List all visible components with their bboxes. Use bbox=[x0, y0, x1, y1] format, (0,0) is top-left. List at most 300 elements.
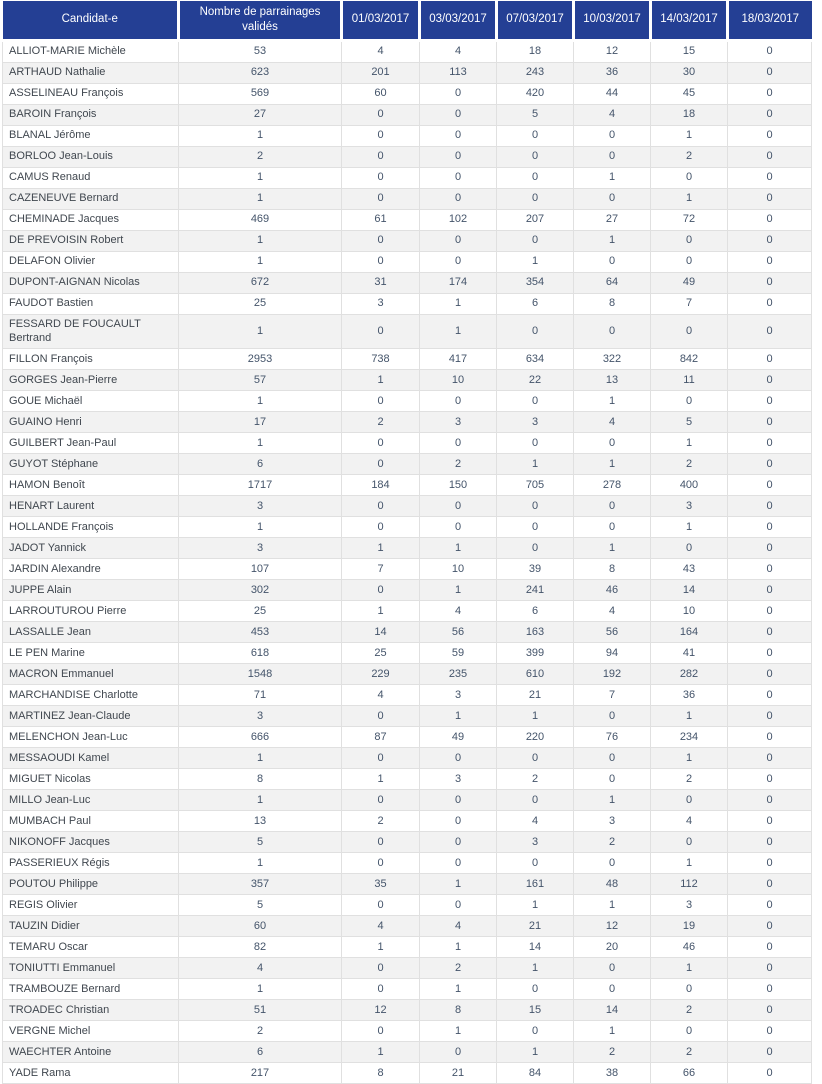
value-cell: 0 bbox=[342, 454, 420, 475]
value-cell: 0 bbox=[728, 958, 812, 979]
value-cell: 634 bbox=[497, 349, 574, 370]
table-row bbox=[3, 916, 812, 937]
table-row bbox=[3, 209, 812, 230]
value-cell: 10 bbox=[651, 601, 728, 622]
column-header-date-10-03[interactable]: 10/03/2017 bbox=[574, 1, 651, 40]
value-cell: 0 bbox=[728, 895, 812, 916]
table-row bbox=[3, 349, 812, 370]
table-row bbox=[3, 272, 812, 293]
value-cell: 27 bbox=[179, 104, 342, 125]
value-cell: 0 bbox=[497, 314, 574, 349]
value-cell: 610 bbox=[497, 664, 574, 685]
candidate-name-cell: FAUDOT Bastien bbox=[3, 293, 179, 314]
value-cell: 25 bbox=[342, 643, 420, 664]
value-cell: 0 bbox=[420, 790, 497, 811]
value-cell: 0 bbox=[728, 454, 812, 475]
value-cell: 417 bbox=[420, 349, 497, 370]
table-row bbox=[3, 1042, 812, 1063]
value-cell: 0 bbox=[342, 433, 420, 454]
value-cell: 21 bbox=[497, 685, 574, 706]
value-cell: 357 bbox=[179, 874, 342, 895]
table-row bbox=[3, 937, 812, 958]
value-cell: 0 bbox=[342, 958, 420, 979]
value-cell: 94 bbox=[574, 643, 651, 664]
value-cell: 453 bbox=[179, 622, 342, 643]
candidate-name-cell: YADE Rama bbox=[3, 1063, 179, 1084]
value-cell: 10 bbox=[420, 370, 497, 391]
value-cell: 174 bbox=[420, 272, 497, 293]
value-cell: 4 bbox=[574, 412, 651, 433]
value-cell: 0 bbox=[574, 314, 651, 349]
value-cell: 8 bbox=[342, 1063, 420, 1084]
value-cell: 3 bbox=[651, 895, 728, 916]
table-row bbox=[3, 1063, 812, 1084]
value-cell: 21 bbox=[420, 1063, 497, 1084]
table-row bbox=[3, 314, 812, 349]
value-cell: 82 bbox=[179, 937, 342, 958]
value-cell: 0 bbox=[651, 314, 728, 349]
value-cell: 8 bbox=[179, 769, 342, 790]
candidate-name-cell: JARDIN Alexandre bbox=[3, 559, 179, 580]
value-cell: 0 bbox=[728, 727, 812, 748]
value-cell: 0 bbox=[728, 188, 812, 209]
table-row bbox=[3, 251, 812, 272]
value-cell: 0 bbox=[497, 433, 574, 454]
candidate-name-cell: MACRON Emmanuel bbox=[3, 664, 179, 685]
value-cell: 0 bbox=[574, 853, 651, 874]
candidate-name-cell: JUPPE Alain bbox=[3, 580, 179, 601]
value-cell: 14 bbox=[574, 1000, 651, 1021]
value-cell: 3 bbox=[497, 832, 574, 853]
value-cell: 6 bbox=[497, 601, 574, 622]
value-cell: 2 bbox=[574, 1042, 651, 1063]
value-cell: 192 bbox=[574, 664, 651, 685]
value-cell: 3 bbox=[179, 538, 342, 559]
value-cell: 243 bbox=[497, 62, 574, 83]
value-cell: 0 bbox=[420, 748, 497, 769]
value-cell: 2 bbox=[651, 769, 728, 790]
table-row bbox=[3, 62, 812, 83]
value-cell: 0 bbox=[728, 685, 812, 706]
candidate-name-cell: REGIS Olivier bbox=[3, 895, 179, 916]
value-cell: 19 bbox=[651, 916, 728, 937]
value-cell: 3 bbox=[497, 412, 574, 433]
candidate-name-cell: DELAFON Olivier bbox=[3, 251, 179, 272]
table-row bbox=[3, 958, 812, 979]
value-cell: 217 bbox=[179, 1063, 342, 1084]
table-row bbox=[3, 496, 812, 517]
value-cell: 0 bbox=[651, 391, 728, 412]
value-cell: 0 bbox=[728, 1063, 812, 1084]
value-cell: 354 bbox=[497, 272, 574, 293]
value-cell: 0 bbox=[574, 251, 651, 272]
value-cell: 0 bbox=[342, 230, 420, 251]
value-cell: 1 bbox=[651, 958, 728, 979]
value-cell: 3 bbox=[651, 496, 728, 517]
candidate-name-cell: MUMBACH Paul bbox=[3, 811, 179, 832]
value-cell: 1 bbox=[497, 895, 574, 916]
value-cell: 66 bbox=[651, 1063, 728, 1084]
value-cell: 1 bbox=[342, 1042, 420, 1063]
value-cell: 38 bbox=[574, 1063, 651, 1084]
column-header-candidate[interactable]: Candidat-e bbox=[3, 1, 179, 40]
table-row bbox=[3, 146, 812, 167]
value-cell: 0 bbox=[342, 146, 420, 167]
value-cell: 6 bbox=[179, 454, 342, 475]
value-cell: 0 bbox=[420, 146, 497, 167]
value-cell: 0 bbox=[574, 979, 651, 1000]
value-cell: 12 bbox=[574, 916, 651, 937]
candidate-name-cell: FESSARD DE FOUCAULT Bertrand bbox=[3, 314, 179, 349]
value-cell: 207 bbox=[497, 209, 574, 230]
value-cell: 0 bbox=[651, 538, 728, 559]
value-cell: 87 bbox=[342, 727, 420, 748]
value-cell: 1 bbox=[651, 517, 728, 538]
value-cell: 0 bbox=[497, 167, 574, 188]
value-cell: 2 bbox=[651, 454, 728, 475]
value-cell: 0 bbox=[728, 538, 812, 559]
value-cell: 0 bbox=[574, 706, 651, 727]
value-cell: 1 bbox=[179, 979, 342, 1000]
value-cell: 0 bbox=[728, 433, 812, 454]
value-cell: 2 bbox=[651, 1042, 728, 1063]
value-cell: 0 bbox=[497, 496, 574, 517]
value-cell: 164 bbox=[651, 622, 728, 643]
column-header-date-14-03[interactable]: 14/03/2017 bbox=[651, 1, 728, 40]
value-cell: 0 bbox=[651, 167, 728, 188]
value-cell: 0 bbox=[728, 370, 812, 391]
value-cell: 0 bbox=[342, 517, 420, 538]
value-cell: 1 bbox=[342, 538, 420, 559]
value-cell: 51 bbox=[179, 1000, 342, 1021]
value-cell: 0 bbox=[728, 1021, 812, 1042]
column-header-date-01-03[interactable]: 01/03/2017 bbox=[342, 1, 420, 40]
value-cell: 0 bbox=[574, 433, 651, 454]
value-cell: 76 bbox=[574, 727, 651, 748]
value-cell: 1 bbox=[179, 125, 342, 146]
value-cell: 1 bbox=[420, 706, 497, 727]
value-cell: 6 bbox=[179, 1042, 342, 1063]
value-cell: 0 bbox=[342, 496, 420, 517]
value-cell: 39 bbox=[497, 559, 574, 580]
value-cell: 53 bbox=[179, 40, 342, 62]
table-row bbox=[3, 622, 812, 643]
value-cell: 1 bbox=[342, 601, 420, 622]
value-cell: 0 bbox=[342, 314, 420, 349]
value-cell: 31 bbox=[342, 272, 420, 293]
candidate-name-cell: TRAMBOUZE Bernard bbox=[3, 979, 179, 1000]
table-row bbox=[3, 685, 812, 706]
value-cell: 400 bbox=[651, 475, 728, 496]
value-cell: 13 bbox=[179, 811, 342, 832]
value-cell: 4 bbox=[342, 685, 420, 706]
value-cell: 0 bbox=[574, 146, 651, 167]
value-cell: 36 bbox=[651, 685, 728, 706]
value-cell: 0 bbox=[342, 748, 420, 769]
value-cell: 1 bbox=[420, 979, 497, 1000]
value-cell: 0 bbox=[728, 622, 812, 643]
value-cell: 6 bbox=[497, 293, 574, 314]
value-cell: 0 bbox=[497, 125, 574, 146]
value-cell: 84 bbox=[497, 1063, 574, 1084]
value-cell: 0 bbox=[420, 517, 497, 538]
value-cell: 5 bbox=[179, 895, 342, 916]
value-cell: 1 bbox=[497, 454, 574, 475]
value-cell: 1717 bbox=[179, 475, 342, 496]
value-cell: 12 bbox=[574, 40, 651, 62]
table-row bbox=[3, 790, 812, 811]
table-row bbox=[3, 433, 812, 454]
candidate-name-cell: BLANAL Jérôme bbox=[3, 125, 179, 146]
value-cell: 0 bbox=[651, 251, 728, 272]
value-cell: 2 bbox=[651, 146, 728, 167]
value-cell: 0 bbox=[497, 391, 574, 412]
value-cell: 399 bbox=[497, 643, 574, 664]
value-cell: 282 bbox=[651, 664, 728, 685]
value-cell: 0 bbox=[728, 979, 812, 1000]
column-header-date-07-03[interactable]: 07/03/2017 bbox=[497, 1, 574, 40]
value-cell: 322 bbox=[574, 349, 651, 370]
column-header-date-03-03[interactable]: 03/03/2017 bbox=[420, 1, 497, 40]
value-cell: 14 bbox=[651, 580, 728, 601]
value-cell: 0 bbox=[420, 230, 497, 251]
value-cell: 0 bbox=[728, 601, 812, 622]
value-cell: 1 bbox=[651, 706, 728, 727]
value-cell: 0 bbox=[342, 706, 420, 727]
value-cell: 1 bbox=[497, 251, 574, 272]
value-cell: 3 bbox=[179, 706, 342, 727]
value-cell: 0 bbox=[728, 167, 812, 188]
table-row bbox=[3, 1021, 812, 1042]
value-cell: 0 bbox=[728, 811, 812, 832]
value-cell: 4 bbox=[651, 811, 728, 832]
candidate-name-cell: GUYOT Stéphane bbox=[3, 454, 179, 475]
candidate-name-cell: HAMON Benoît bbox=[3, 475, 179, 496]
candidate-name-cell: NIKONOFF Jacques bbox=[3, 832, 179, 853]
column-header-validated-total[interactable]: Nombre de parrainages validés bbox=[179, 1, 342, 40]
value-cell: 0 bbox=[651, 1021, 728, 1042]
value-cell: 3 bbox=[420, 412, 497, 433]
value-cell: 2 bbox=[179, 1021, 342, 1042]
value-cell: 0 bbox=[728, 706, 812, 727]
candidate-name-cell: GUILBERT Jean-Paul bbox=[3, 433, 179, 454]
value-cell: 60 bbox=[342, 83, 420, 104]
value-cell: 0 bbox=[574, 188, 651, 209]
table-row bbox=[3, 454, 812, 475]
value-cell: 0 bbox=[728, 496, 812, 517]
value-cell: 420 bbox=[497, 83, 574, 104]
value-cell: 0 bbox=[420, 832, 497, 853]
value-cell: 107 bbox=[179, 559, 342, 580]
value-cell: 0 bbox=[728, 853, 812, 874]
table-row bbox=[3, 979, 812, 1000]
value-cell: 0 bbox=[728, 391, 812, 412]
value-cell: 0 bbox=[651, 230, 728, 251]
value-cell: 1 bbox=[574, 230, 651, 251]
value-cell: 46 bbox=[651, 937, 728, 958]
value-cell: 0 bbox=[728, 314, 812, 349]
value-cell: 0 bbox=[342, 580, 420, 601]
value-cell: 3 bbox=[342, 293, 420, 314]
table-row bbox=[3, 580, 812, 601]
value-cell: 0 bbox=[728, 1042, 812, 1063]
value-cell: 229 bbox=[342, 664, 420, 685]
parrainages-table bbox=[2, 1, 812, 1084]
value-cell: 0 bbox=[574, 769, 651, 790]
value-cell: 113 bbox=[420, 62, 497, 83]
value-cell: 61 bbox=[342, 209, 420, 230]
value-cell: 0 bbox=[728, 790, 812, 811]
value-cell: 7 bbox=[342, 559, 420, 580]
value-cell: 0 bbox=[497, 1021, 574, 1042]
value-cell: 4 bbox=[574, 104, 651, 125]
value-cell: 0 bbox=[497, 517, 574, 538]
value-cell: 618 bbox=[179, 643, 342, 664]
table-row bbox=[3, 188, 812, 209]
value-cell: 0 bbox=[728, 916, 812, 937]
value-cell: 0 bbox=[728, 209, 812, 230]
value-cell: 1 bbox=[179, 314, 342, 349]
value-cell: 2 bbox=[420, 958, 497, 979]
value-cell: 0 bbox=[728, 748, 812, 769]
value-cell: 1 bbox=[179, 748, 342, 769]
table-row bbox=[3, 559, 812, 580]
table-row bbox=[3, 1000, 812, 1021]
value-cell: 10 bbox=[420, 559, 497, 580]
value-cell: 1 bbox=[179, 433, 342, 454]
candidate-name-cell: BAROIN François bbox=[3, 104, 179, 125]
value-cell: 0 bbox=[728, 349, 812, 370]
value-cell: 0 bbox=[342, 853, 420, 874]
table-row bbox=[3, 517, 812, 538]
value-cell: 3 bbox=[574, 811, 651, 832]
value-cell: 1 bbox=[574, 1021, 651, 1042]
value-cell: 44 bbox=[574, 83, 651, 104]
value-cell: 2953 bbox=[179, 349, 342, 370]
value-cell: 1 bbox=[420, 874, 497, 895]
table-row bbox=[3, 293, 812, 314]
candidate-name-cell: WAECHTER Antoine bbox=[3, 1042, 179, 1063]
candidate-name-cell: TONIUTTI Emmanuel bbox=[3, 958, 179, 979]
value-cell: 1 bbox=[179, 167, 342, 188]
table-row bbox=[3, 104, 812, 125]
value-cell: 3 bbox=[179, 496, 342, 517]
candidate-name-cell: LE PEN Marine bbox=[3, 643, 179, 664]
candidate-name-cell: MILLO Jean-Luc bbox=[3, 790, 179, 811]
value-cell: 278 bbox=[574, 475, 651, 496]
table-row bbox=[3, 601, 812, 622]
candidate-name-cell: DUPONT-AIGNAN Nicolas bbox=[3, 272, 179, 293]
value-cell: 0 bbox=[342, 979, 420, 1000]
value-cell: 3 bbox=[420, 769, 497, 790]
column-header-date-18-03[interactable]: 18/03/2017 bbox=[728, 1, 812, 40]
value-cell: 18 bbox=[497, 40, 574, 62]
value-cell: 4 bbox=[574, 601, 651, 622]
table-row bbox=[3, 125, 812, 146]
value-cell: 1 bbox=[179, 251, 342, 272]
value-cell: 60 bbox=[179, 916, 342, 937]
value-cell: 163 bbox=[497, 622, 574, 643]
value-cell: 1 bbox=[574, 167, 651, 188]
value-cell: 0 bbox=[342, 188, 420, 209]
table-row bbox=[3, 811, 812, 832]
value-cell: 0 bbox=[420, 895, 497, 916]
value-cell: 0 bbox=[342, 125, 420, 146]
value-cell: 71 bbox=[179, 685, 342, 706]
value-cell: 4 bbox=[420, 601, 497, 622]
value-cell: 14 bbox=[497, 937, 574, 958]
candidate-name-cell: MIGUET Nicolas bbox=[3, 769, 179, 790]
value-cell: 0 bbox=[420, 853, 497, 874]
value-cell: 0 bbox=[728, 937, 812, 958]
value-cell: 0 bbox=[728, 832, 812, 853]
value-cell: 7 bbox=[651, 293, 728, 314]
table-row bbox=[3, 895, 812, 916]
table-row bbox=[3, 748, 812, 769]
value-cell: 0 bbox=[497, 146, 574, 167]
table-row bbox=[3, 391, 812, 412]
value-cell: 46 bbox=[574, 580, 651, 601]
value-cell: 1 bbox=[342, 769, 420, 790]
table-row bbox=[3, 370, 812, 391]
value-cell: 0 bbox=[420, 496, 497, 517]
table-header bbox=[3, 1, 812, 40]
value-cell: 1 bbox=[651, 748, 728, 769]
value-cell: 672 bbox=[179, 272, 342, 293]
value-cell: 0 bbox=[420, 1042, 497, 1063]
value-cell: 0 bbox=[342, 391, 420, 412]
value-cell: 1 bbox=[420, 580, 497, 601]
value-cell: 0 bbox=[420, 188, 497, 209]
value-cell: 35 bbox=[342, 874, 420, 895]
value-cell: 235 bbox=[420, 664, 497, 685]
value-cell: 11 bbox=[651, 370, 728, 391]
candidate-name-cell: POUTOU Philippe bbox=[3, 874, 179, 895]
value-cell: 1 bbox=[651, 188, 728, 209]
value-cell: 49 bbox=[420, 727, 497, 748]
value-cell: 0 bbox=[728, 664, 812, 685]
value-cell: 0 bbox=[574, 496, 651, 517]
value-cell: 15 bbox=[497, 1000, 574, 1021]
value-cell: 0 bbox=[420, 251, 497, 272]
value-cell: 0 bbox=[651, 979, 728, 1000]
value-cell: 0 bbox=[342, 167, 420, 188]
value-cell: 2 bbox=[179, 146, 342, 167]
value-cell: 4 bbox=[420, 916, 497, 937]
value-cell: 0 bbox=[342, 104, 420, 125]
candidate-name-cell: DE PREVOISIN Robert bbox=[3, 230, 179, 251]
value-cell: 1 bbox=[179, 853, 342, 874]
value-cell: 1 bbox=[497, 958, 574, 979]
value-cell: 842 bbox=[651, 349, 728, 370]
value-cell: 623 bbox=[179, 62, 342, 83]
candidate-name-cell: ASSELINEAU François bbox=[3, 83, 179, 104]
value-cell: 72 bbox=[651, 209, 728, 230]
value-cell: 0 bbox=[728, 104, 812, 125]
value-cell: 7 bbox=[574, 685, 651, 706]
value-cell: 0 bbox=[342, 790, 420, 811]
value-cell: 0 bbox=[497, 748, 574, 769]
value-cell: 36 bbox=[574, 62, 651, 83]
value-cell: 3 bbox=[420, 685, 497, 706]
value-cell: 30 bbox=[651, 62, 728, 83]
value-cell: 201 bbox=[342, 62, 420, 83]
value-cell: 0 bbox=[420, 104, 497, 125]
table-row bbox=[3, 475, 812, 496]
value-cell: 18 bbox=[651, 104, 728, 125]
value-cell: 0 bbox=[728, 559, 812, 580]
table-body bbox=[3, 40, 812, 1084]
